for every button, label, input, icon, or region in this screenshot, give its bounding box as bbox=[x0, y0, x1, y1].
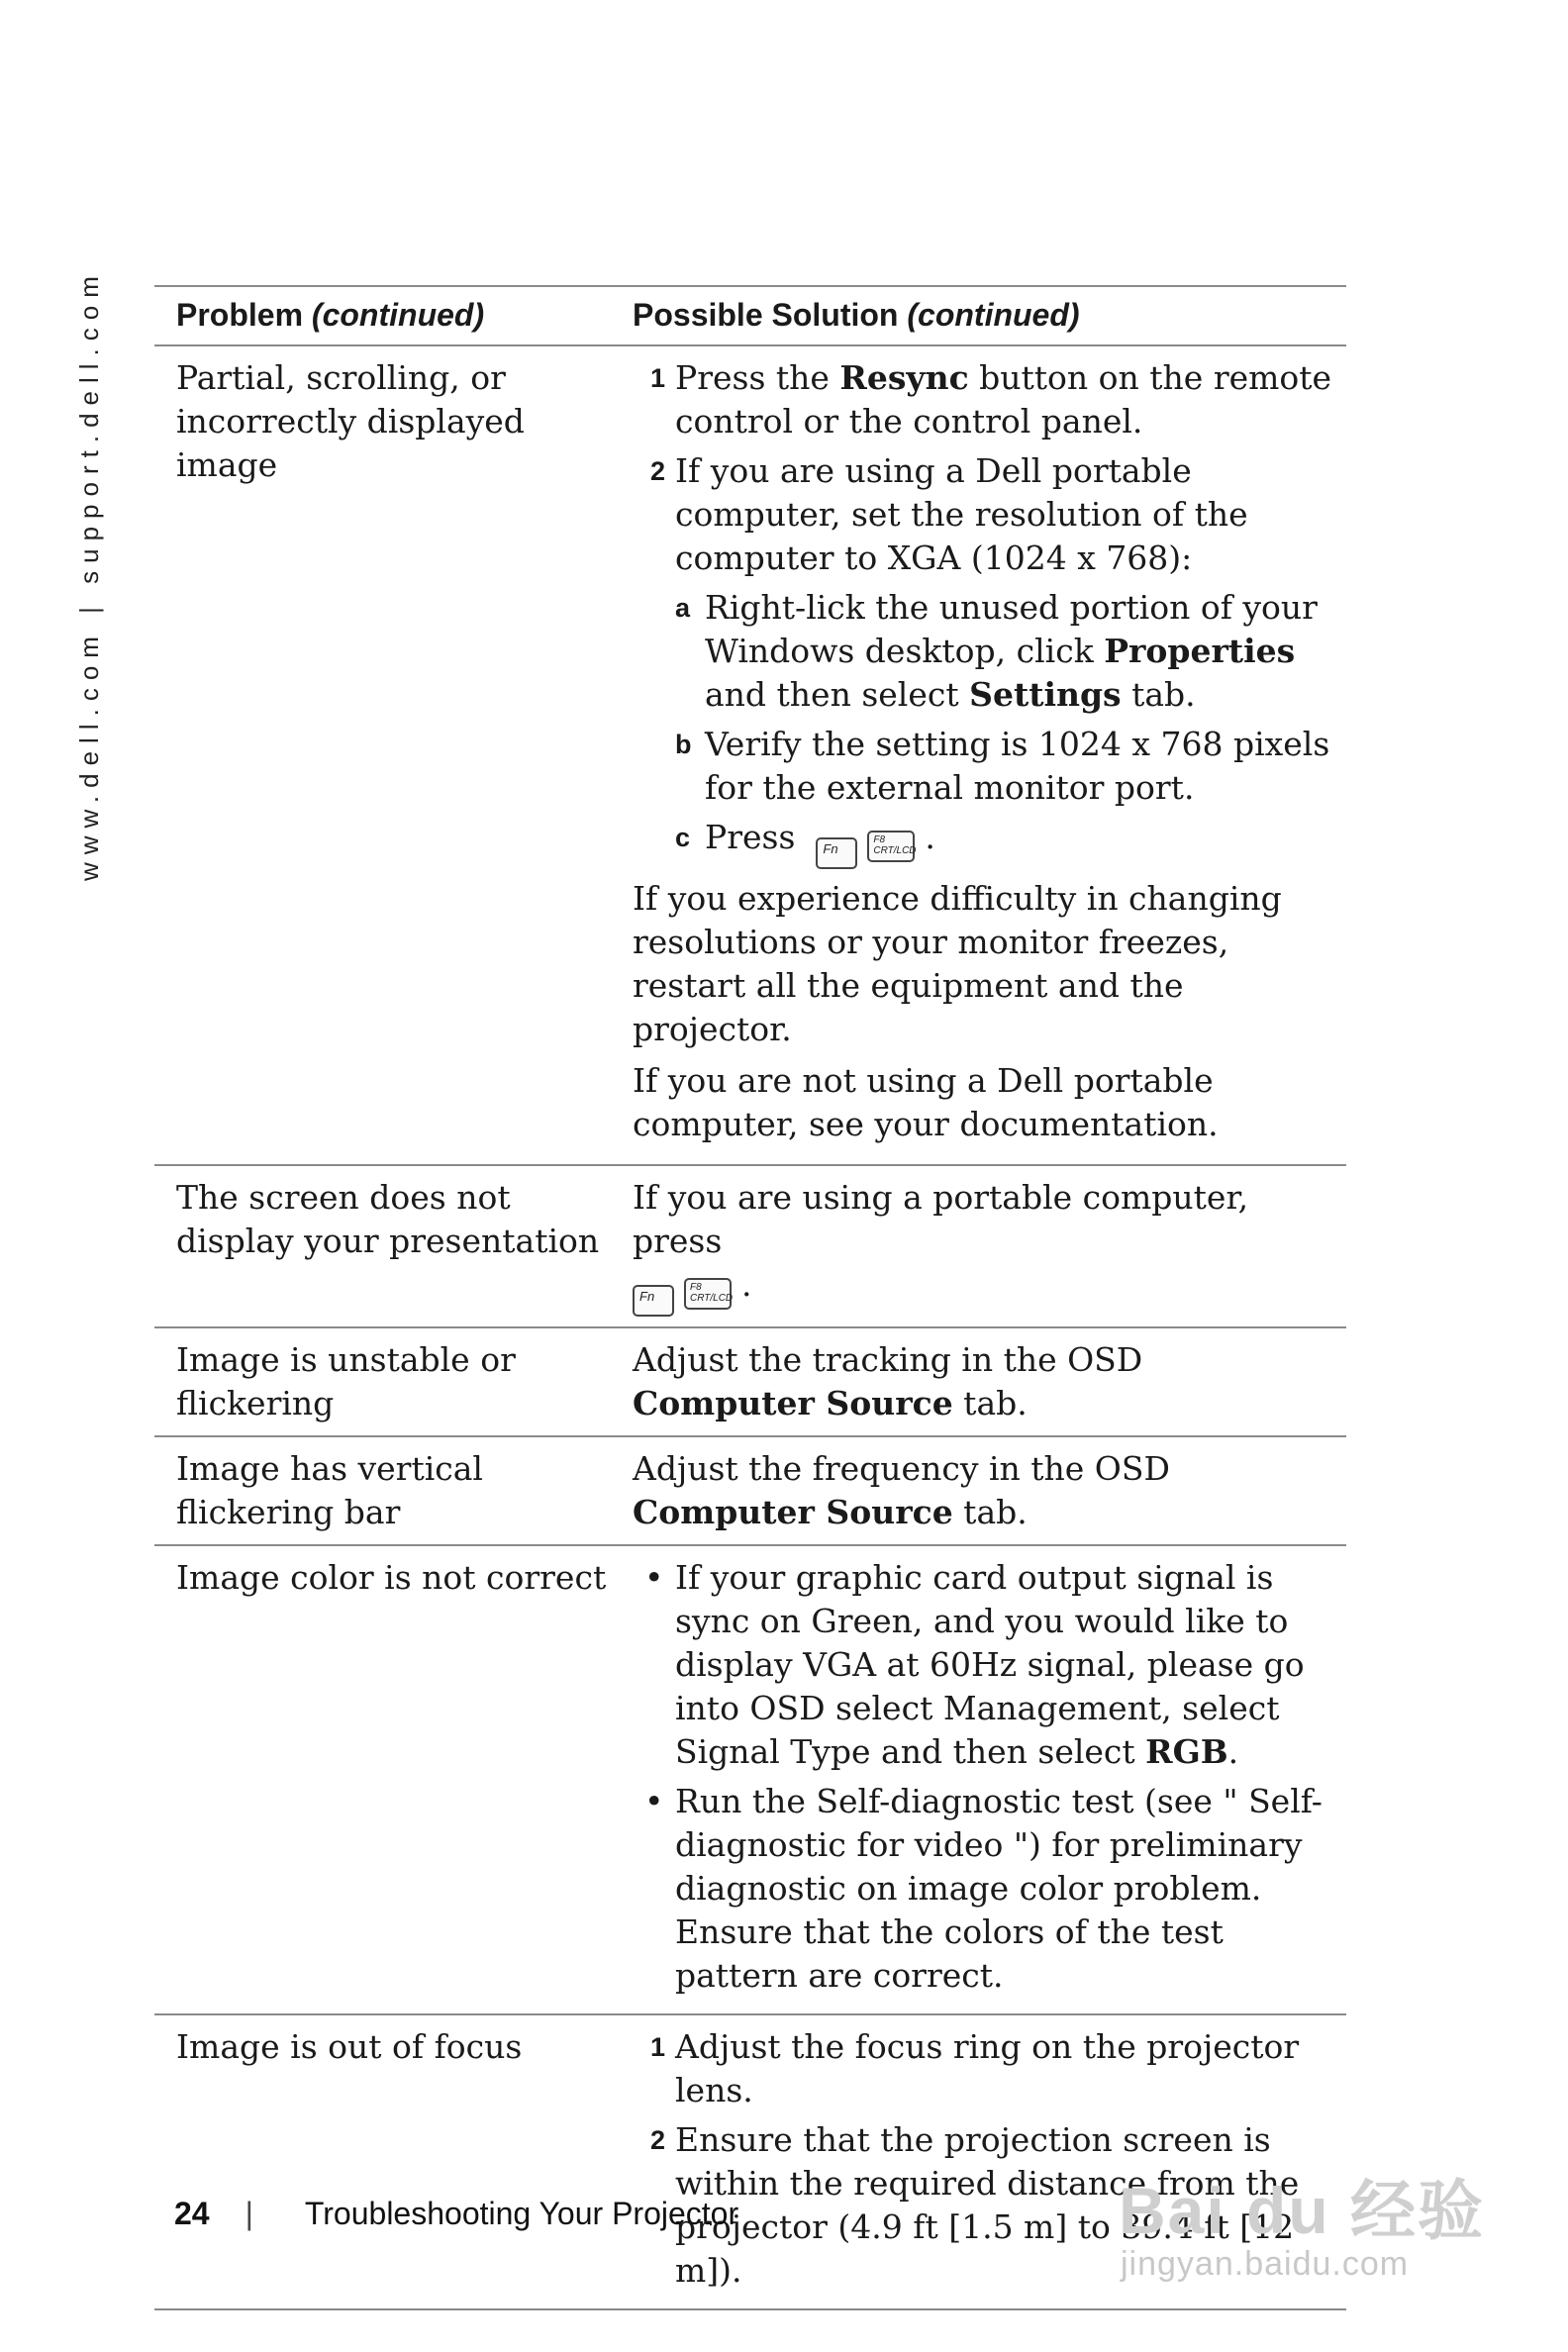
problem-cell: Image has vertical flickering bar bbox=[176, 1449, 483, 1531]
solution-bullet bbox=[633, 1780, 1332, 1998]
solution-bullet bbox=[633, 1556, 1332, 1774]
solution-cell bbox=[633, 1328, 1346, 1435]
solution-cell bbox=[633, 1437, 1346, 1544]
watermark bbox=[1109, 2128, 1485, 2316]
solution-substep bbox=[633, 586, 1332, 717]
step-number: 1 bbox=[650, 2032, 666, 2062]
substep-text: and then select bbox=[705, 675, 970, 714]
bullet-text: If your graphic card output signal is sync on Green, and you would like to display VGA at 60Hz signal, please go into OSD select Management, select Signal Type and then select bbox=[675, 1558, 1305, 1771]
page-number: 24 bbox=[174, 2196, 210, 2231]
step-text: Adjust the focus ring on the projector lens. bbox=[675, 2027, 1300, 2109]
substep-bold-text: Properties bbox=[1104, 632, 1296, 670]
table-row bbox=[154, 1435, 1346, 1544]
watermark-url: jingyan.baidu.com bbox=[1121, 2245, 1410, 2283]
substep-bold-text: Settings bbox=[969, 675, 1122, 714]
header-solution-suffix: (continued) bbox=[907, 297, 1080, 333]
solution-text: Adjust the frequency in the OSD bbox=[633, 1449, 1170, 1488]
substep-text: tab. bbox=[1121, 675, 1196, 714]
solution-bold-text: Computer Source bbox=[633, 1384, 953, 1422]
step-text: If you are using a Dell portable computer, set the resolution of the computer to XGA (1024 x 768): bbox=[675, 451, 1248, 577]
solution-text: tab. bbox=[952, 1493, 1028, 1531]
f8-crt-lcd-key-icon bbox=[867, 831, 915, 862]
header-solution bbox=[633, 287, 1346, 344]
step-number: 2 bbox=[650, 456, 666, 486]
problem-cell: Image color is not correct bbox=[176, 1558, 607, 1597]
bullet-icon: • bbox=[644, 1782, 664, 1820]
step-text: button on the remote control or the control panel. bbox=[675, 358, 1332, 441]
substep-text: Press bbox=[705, 818, 796, 856]
problem-cell: The screen does not display your presentation bbox=[176, 1178, 600, 1260]
solution-note: If you are not using a Dell portable computer, see your documentation. bbox=[633, 1061, 1219, 1143]
troubleshooting-table bbox=[154, 285, 1346, 2310]
side-website-text: www.dell.com | support.dell.com bbox=[74, 268, 104, 881]
footer-separator: | bbox=[245, 2196, 253, 2231]
solution-note: If you experience difficulty in changing resolutions or your monitor freezes, restart all the equipment and the projector. bbox=[633, 879, 1282, 1048]
substep-letter: a bbox=[675, 593, 691, 623]
solution-step bbox=[633, 449, 1332, 580]
solution-substep bbox=[633, 723, 1332, 810]
header-problem-suffix: (continued) bbox=[311, 297, 485, 333]
page-footer bbox=[174, 2196, 738, 2232]
table-row bbox=[154, 344, 1346, 1164]
solution-text: tab. bbox=[952, 1384, 1028, 1422]
fn-key-icon: Fn bbox=[633, 1285, 674, 1317]
step-bold-text: Resync bbox=[839, 358, 969, 397]
solution-cell bbox=[633, 1546, 1346, 2013]
table-row bbox=[154, 1326, 1346, 1435]
solution-step bbox=[633, 356, 1332, 443]
step-number: 2 bbox=[650, 2125, 666, 2155]
solution-text: Adjust the tracking in the OSD bbox=[633, 1340, 1143, 1379]
step-number: 1 bbox=[650, 363, 666, 393]
table-header bbox=[154, 285, 1346, 344]
table-row bbox=[154, 1544, 1346, 2013]
bullet-text: . bbox=[1227, 1732, 1239, 1771]
watermark-logo: Bai du 经验 bbox=[1119, 2174, 1486, 2247]
substep-letter: c bbox=[675, 823, 691, 852]
key-sublabel: CRT/LCD bbox=[690, 1293, 734, 1304]
solution-substep: c Press FnF8 CRT/LCD . bbox=[633, 816, 1332, 869]
solution-text: If you are using a portable computer, press bbox=[633, 1178, 1249, 1260]
header-problem bbox=[154, 287, 633, 344]
problem-cell: Image is out of focus bbox=[176, 2027, 523, 2066]
bullet-icon: • bbox=[644, 1558, 664, 1597]
solution-bold-text: Computer Source bbox=[633, 1493, 953, 1531]
solution-step bbox=[633, 2025, 1332, 2112]
substep-text: Verify the setting is 1024 x 768 pixels for the external monitor port. bbox=[705, 725, 1330, 807]
key-label: F8 bbox=[690, 1282, 702, 1293]
problem-cell: Image is unstable or flickering bbox=[176, 1340, 516, 1422]
problem-cell: Partial, scrolling, or incorrectly displayed image bbox=[176, 358, 525, 484]
bullet-bold-text: RGB bbox=[1145, 1732, 1228, 1771]
solution-cell: If you are using a portable computer, press FnF8 CRT/LCD . bbox=[633, 1166, 1346, 1326]
substep-text: Right-lick the unused portion of your Windows desktop, click bbox=[705, 588, 1318, 670]
step-text: Ensure that the projection screen is within the required distance from the projector (4.9 ft [1.5 m] to 39.4 ft [12 m]). bbox=[675, 2120, 1300, 2290]
substep-letter: b bbox=[675, 730, 692, 759]
table-row bbox=[154, 1164, 1346, 1326]
step-text: Press the bbox=[675, 358, 840, 397]
header-solution-label: Possible Solution bbox=[633, 297, 899, 333]
key-label: F8 bbox=[873, 834, 886, 845]
header-problem-label: Problem bbox=[176, 297, 304, 333]
chapter-title: Troubleshooting Your Projector bbox=[304, 2196, 739, 2231]
fn-key-icon: Fn bbox=[816, 837, 857, 869]
bullet-text: Run the Self-diagnostic test (see " Self-diagnostic for video ") for preliminary diagnostic on image color problem. Ensure that the colors of the test pattern are correct. bbox=[675, 1782, 1323, 1995]
key-sublabel: CRT/LCD bbox=[873, 845, 917, 856]
solution-cell bbox=[633, 346, 1346, 1164]
f8-crt-lcd-key-icon bbox=[684, 1278, 732, 1310]
